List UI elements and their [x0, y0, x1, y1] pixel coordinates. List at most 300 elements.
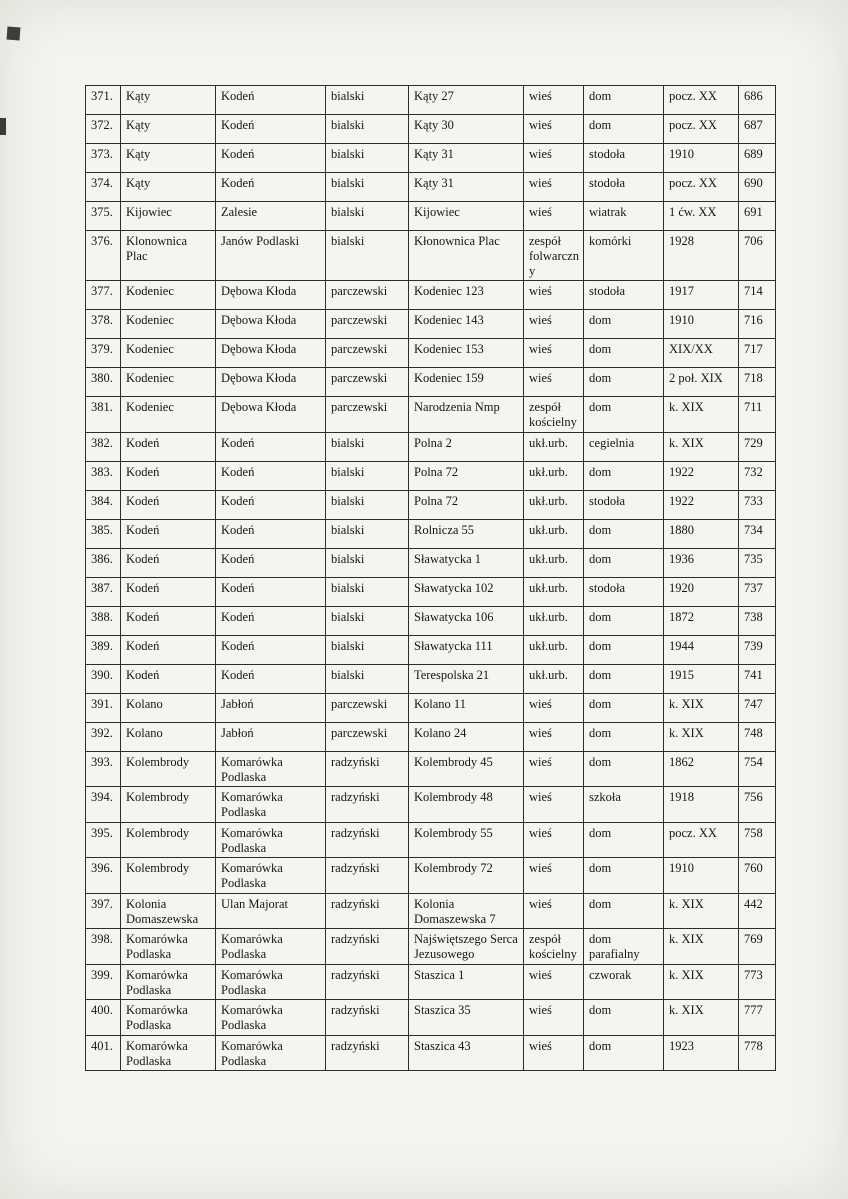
cell-address: Rolnicza 55: [409, 519, 524, 548]
cell-object-type: dom: [584, 722, 664, 751]
cell-number: 386.: [86, 548, 121, 577]
cell-locality: Kodeniec: [121, 281, 216, 310]
cell-address: Kąty 31: [409, 144, 524, 173]
cell-commune: Komarówka Podlaska: [216, 751, 326, 787]
cell-settlement-type: wieś: [524, 115, 584, 144]
cell-settlement-type: ukł.urb.: [524, 432, 584, 461]
cell-dating: 1944: [664, 635, 739, 664]
cell-locality: Kodeń: [121, 432, 216, 461]
cell-object-type: dom: [584, 693, 664, 722]
cell-record-id: 777: [739, 1000, 776, 1036]
cell-number: 399.: [86, 964, 121, 1000]
cell-commune: Komarówka Podlaska: [216, 1000, 326, 1036]
cell-record-id: 738: [739, 606, 776, 635]
cell-settlement-type: ukł.urb.: [524, 548, 584, 577]
cell-object-type: dom: [584, 635, 664, 664]
cell-address: Kijowiec: [409, 202, 524, 231]
cell-address: Kąty 30: [409, 115, 524, 144]
cell-object-type: dom: [584, 664, 664, 693]
table-row: [86, 1000, 776, 1036]
cell-commune: Komarówka Podlaska: [216, 964, 326, 1000]
cell-district: parczewski: [326, 397, 409, 433]
cell-record-id: 714: [739, 281, 776, 310]
cell-address: Kąty 27: [409, 86, 524, 115]
cell-settlement-type: wieś: [524, 173, 584, 202]
cell-address: Polna 2: [409, 432, 524, 461]
cell-settlement-type: wieś: [524, 893, 584, 929]
cell-district: bialski: [326, 461, 409, 490]
cell-locality: Kolembrody: [121, 751, 216, 787]
cell-number: 381.: [86, 397, 121, 433]
cell-district: parczewski: [326, 368, 409, 397]
table-row: [86, 397, 776, 433]
cell-district: parczewski: [326, 339, 409, 368]
cell-object-type: dom: [584, 397, 664, 433]
cell-settlement-type: zespół kościelny: [524, 929, 584, 965]
cell-locality: Kolembrody: [121, 787, 216, 823]
cell-district: radzyński: [326, 822, 409, 858]
cell-record-id: 686: [739, 86, 776, 115]
cell-locality: Klonownica Plac: [121, 231, 216, 281]
cell-settlement-type: wieś: [524, 202, 584, 231]
cell-settlement-type: wieś: [524, 339, 584, 368]
cell-address: Kodeniec 123: [409, 281, 524, 310]
cell-settlement-type: wieś: [524, 964, 584, 1000]
cell-record-id: 758: [739, 822, 776, 858]
cell-record-id: 778: [739, 1035, 776, 1071]
cell-object-type: dom: [584, 1000, 664, 1036]
cell-address: Sławatycka 111: [409, 635, 524, 664]
cell-commune: Kodeń: [216, 86, 326, 115]
cell-district: bialski: [326, 144, 409, 173]
cell-settlement-type: wieś: [524, 787, 584, 823]
cell-district: bialski: [326, 606, 409, 635]
cell-number: 391.: [86, 693, 121, 722]
cell-dating: 1910: [664, 310, 739, 339]
cell-object-type: dom: [584, 606, 664, 635]
cell-settlement-type: ukł.urb.: [524, 664, 584, 693]
cell-dating: k. XIX: [664, 893, 739, 929]
table-row: [86, 787, 776, 823]
table-row: [86, 822, 776, 858]
cell-address: Kolano 24: [409, 722, 524, 751]
cell-commune: Dębowa Kłoda: [216, 339, 326, 368]
cell-address: Kodeniec 153: [409, 339, 524, 368]
cell-dating: 1862: [664, 751, 739, 787]
cell-commune: Kodeń: [216, 115, 326, 144]
table-row: [86, 115, 776, 144]
cell-locality: Kodeń: [121, 548, 216, 577]
cell-settlement-type: wieś: [524, 281, 584, 310]
cell-object-type: dom: [584, 461, 664, 490]
cell-district: parczewski: [326, 693, 409, 722]
cell-record-id: 773: [739, 964, 776, 1000]
cell-number: 384.: [86, 490, 121, 519]
cell-district: bialski: [326, 86, 409, 115]
table-row: [86, 461, 776, 490]
cell-locality: Komarówka Podlaska: [121, 929, 216, 965]
cell-settlement-type: ukł.urb.: [524, 519, 584, 548]
cell-address: Kolembrody 55: [409, 822, 524, 858]
cell-locality: Kodeń: [121, 461, 216, 490]
table-row: [86, 664, 776, 693]
table-row: [86, 368, 776, 397]
cell-record-id: 735: [739, 548, 776, 577]
table-row: [86, 964, 776, 1000]
cell-record-id: 741: [739, 664, 776, 693]
cell-district: bialski: [326, 202, 409, 231]
cell-locality: Komarówka Podlaska: [121, 1035, 216, 1071]
table-row: [86, 490, 776, 519]
cell-commune: Janów Podlaski: [216, 231, 326, 281]
cell-number: 393.: [86, 751, 121, 787]
cell-locality: Kijowiec: [121, 202, 216, 231]
cell-number: 374.: [86, 173, 121, 202]
cell-record-id: 689: [739, 144, 776, 173]
cell-district: bialski: [326, 490, 409, 519]
cell-object-type: komórki: [584, 231, 664, 281]
cell-settlement-type: ukł.urb.: [524, 461, 584, 490]
cell-object-type: dom: [584, 86, 664, 115]
cell-address: Kolembrody 48: [409, 787, 524, 823]
cell-commune: Jabłoń: [216, 693, 326, 722]
cell-dating: k. XIX: [664, 964, 739, 1000]
cell-dating: 1910: [664, 144, 739, 173]
table-row: [86, 310, 776, 339]
cell-commune: Kodeń: [216, 144, 326, 173]
table-row: [86, 1035, 776, 1071]
cell-commune: Zalesie: [216, 202, 326, 231]
cell-dating: 1910: [664, 858, 739, 894]
cell-number: 400.: [86, 1000, 121, 1036]
table-row: [86, 231, 776, 281]
cell-locality: Kodeniec: [121, 397, 216, 433]
cell-settlement-type: wieś: [524, 310, 584, 339]
cell-record-id: 729: [739, 432, 776, 461]
cell-record-id: 706: [739, 231, 776, 281]
cell-object-type: dom: [584, 368, 664, 397]
cell-address: Narodzenia Nmp: [409, 397, 524, 433]
cell-address: Staszica 35: [409, 1000, 524, 1036]
cell-commune: Komarówka Podlaska: [216, 858, 326, 894]
cell-locality: Kolembrody: [121, 858, 216, 894]
cell-settlement-type: wieś: [524, 693, 584, 722]
cell-commune: Kodeń: [216, 519, 326, 548]
cell-district: bialski: [326, 519, 409, 548]
cell-dating: 1920: [664, 577, 739, 606]
cell-district: bialski: [326, 635, 409, 664]
cell-object-type: dom: [584, 519, 664, 548]
cell-address: Najświętszego Serca Jezusowego: [409, 929, 524, 965]
cell-record-id: 747: [739, 693, 776, 722]
cell-locality: Komarówka Podlaska: [121, 964, 216, 1000]
cell-object-type: dom: [584, 858, 664, 894]
cell-number: 382.: [86, 432, 121, 461]
cell-settlement-type: zespół folwarczny: [524, 231, 584, 281]
cell-number: 388.: [86, 606, 121, 635]
cell-dating: k. XIX: [664, 929, 739, 965]
cell-locality: Komarówka Podlaska: [121, 1000, 216, 1036]
table-row: [86, 929, 776, 965]
cell-number: 394.: [86, 787, 121, 823]
table-body: [86, 86, 776, 1071]
cell-record-id: 687: [739, 115, 776, 144]
cell-number: 389.: [86, 635, 121, 664]
cell-dating: k. XIX: [664, 397, 739, 433]
scan-artifact-edge-mark: [0, 118, 6, 135]
cell-record-id: 760: [739, 858, 776, 894]
cell-number: 379.: [86, 339, 121, 368]
cell-number: 376.: [86, 231, 121, 281]
cell-dating: 1928: [664, 231, 739, 281]
cell-commune: Kodeń: [216, 432, 326, 461]
cell-district: radzyński: [326, 858, 409, 894]
cell-district: radzyński: [326, 964, 409, 1000]
cell-dating: 1922: [664, 490, 739, 519]
cell-commune: Dębowa Kłoda: [216, 397, 326, 433]
cell-object-type: stodoła: [584, 577, 664, 606]
cell-district: bialski: [326, 577, 409, 606]
cell-locality: Kodeń: [121, 490, 216, 519]
cell-dating: 1872: [664, 606, 739, 635]
cell-address: Terespolska 21: [409, 664, 524, 693]
cell-dating: 2 poł. XIX: [664, 368, 739, 397]
cell-object-type: czworak: [584, 964, 664, 1000]
cell-settlement-type: wieś: [524, 86, 584, 115]
cell-number: 372.: [86, 115, 121, 144]
cell-district: parczewski: [326, 310, 409, 339]
cell-dating: 1918: [664, 787, 739, 823]
table-row: [86, 722, 776, 751]
cell-locality: Kodeniec: [121, 339, 216, 368]
cell-record-id: 734: [739, 519, 776, 548]
cell-dating: k. XIX: [664, 432, 739, 461]
cell-dating: pocz. XX: [664, 115, 739, 144]
table-row: [86, 432, 776, 461]
scan-artifact-mark: [7, 27, 21, 41]
cell-district: radzyński: [326, 751, 409, 787]
cell-locality: Kodeń: [121, 519, 216, 548]
cell-commune: Komarówka Podlaska: [216, 787, 326, 823]
cell-district: radzyński: [326, 893, 409, 929]
cell-district: bialski: [326, 115, 409, 144]
table-row: [86, 635, 776, 664]
cell-object-type: cegielnia: [584, 432, 664, 461]
cell-district: bialski: [326, 664, 409, 693]
cell-dating: k. XIX: [664, 693, 739, 722]
table-row: [86, 173, 776, 202]
table-row: [86, 693, 776, 722]
table-row: [86, 858, 776, 894]
table-row: [86, 577, 776, 606]
heritage-register-table: [85, 85, 776, 1071]
cell-record-id: 769: [739, 929, 776, 965]
cell-object-type: wiatrak: [584, 202, 664, 231]
cell-locality: Kolano: [121, 722, 216, 751]
cell-number: 371.: [86, 86, 121, 115]
cell-record-id: 739: [739, 635, 776, 664]
cell-district: bialski: [326, 548, 409, 577]
cell-settlement-type: zespół kościelny: [524, 397, 584, 433]
cell-number: 396.: [86, 858, 121, 894]
cell-district: bialski: [326, 432, 409, 461]
cell-locality: Kodeń: [121, 664, 216, 693]
cell-settlement-type: wieś: [524, 722, 584, 751]
cell-record-id: 711: [739, 397, 776, 433]
cell-settlement-type: wieś: [524, 822, 584, 858]
cell-address: Polna 72: [409, 490, 524, 519]
cell-commune: Dębowa Kłoda: [216, 368, 326, 397]
cell-dating: k. XIX: [664, 1000, 739, 1036]
table-row: [86, 144, 776, 173]
cell-object-type: dom: [584, 822, 664, 858]
cell-address: Sławatycka 1: [409, 548, 524, 577]
cell-object-type: dom: [584, 893, 664, 929]
cell-commune: Komarówka Podlaska: [216, 1035, 326, 1071]
cell-object-type: dom: [584, 339, 664, 368]
cell-record-id: 732: [739, 461, 776, 490]
cell-dating: pocz. XX: [664, 86, 739, 115]
cell-record-id: 754: [739, 751, 776, 787]
cell-address: Staszica 43: [409, 1035, 524, 1071]
cell-record-id: 718: [739, 368, 776, 397]
cell-object-type: szkoła: [584, 787, 664, 823]
cell-commune: Kodeń: [216, 173, 326, 202]
cell-object-type: dom: [584, 115, 664, 144]
cell-object-type: dom: [584, 310, 664, 339]
cell-dating: 1915: [664, 664, 739, 693]
cell-number: 378.: [86, 310, 121, 339]
cell-record-id: 690: [739, 173, 776, 202]
cell-record-id: 717: [739, 339, 776, 368]
cell-address: Kolembrody 72: [409, 858, 524, 894]
cell-record-id: 691: [739, 202, 776, 231]
cell-address: Kodeniec 159: [409, 368, 524, 397]
cell-number: 383.: [86, 461, 121, 490]
cell-record-id: 748: [739, 722, 776, 751]
cell-object-type: dom: [584, 1035, 664, 1071]
cell-dating: XIX/XX: [664, 339, 739, 368]
cell-dating: 1936: [664, 548, 739, 577]
cell-commune: Kodeń: [216, 664, 326, 693]
cell-dating: k. XIX: [664, 722, 739, 751]
table-row: [86, 519, 776, 548]
cell-district: bialski: [326, 231, 409, 281]
cell-settlement-type: wieś: [524, 144, 584, 173]
cell-address: Kolonia Domaszewska 7: [409, 893, 524, 929]
cell-dating: 1922: [664, 461, 739, 490]
cell-commune: Dębowa Kłoda: [216, 310, 326, 339]
cell-locality: Kolonia Domaszewska: [121, 893, 216, 929]
cell-commune: Dębowa Kłoda: [216, 281, 326, 310]
cell-dating: 1923: [664, 1035, 739, 1071]
cell-settlement-type: ukł.urb.: [524, 635, 584, 664]
table-row: [86, 202, 776, 231]
cell-number: 397.: [86, 893, 121, 929]
cell-record-id: 716: [739, 310, 776, 339]
cell-address: Kodeniec 143: [409, 310, 524, 339]
cell-commune: Kodeń: [216, 461, 326, 490]
cell-district: bialski: [326, 173, 409, 202]
cell-record-id: 737: [739, 577, 776, 606]
cell-address: Kolano 11: [409, 693, 524, 722]
cell-settlement-type: wieś: [524, 751, 584, 787]
cell-district: parczewski: [326, 722, 409, 751]
cell-address: Kłonownica Plac: [409, 231, 524, 281]
cell-locality: Kodeniec: [121, 368, 216, 397]
cell-commune: Komarówka Podlaska: [216, 929, 326, 965]
cell-locality: Kodeń: [121, 635, 216, 664]
table-row: [86, 281, 776, 310]
cell-number: 373.: [86, 144, 121, 173]
cell-locality: Kodeń: [121, 606, 216, 635]
cell-object-type: dom: [584, 751, 664, 787]
cell-settlement-type: wieś: [524, 368, 584, 397]
cell-commune: Kodeń: [216, 577, 326, 606]
cell-settlement-type: wieś: [524, 858, 584, 894]
cell-object-type: dom parafialny: [584, 929, 664, 965]
table-row: [86, 893, 776, 929]
cell-settlement-type: wieś: [524, 1035, 584, 1071]
table-row: [86, 339, 776, 368]
cell-object-type: stodoła: [584, 281, 664, 310]
cell-record-id: 756: [739, 787, 776, 823]
cell-locality: Kodeń: [121, 577, 216, 606]
cell-locality: Kolano: [121, 693, 216, 722]
cell-locality: Kąty: [121, 86, 216, 115]
cell-locality: Kodeniec: [121, 310, 216, 339]
cell-district: parczewski: [326, 281, 409, 310]
cell-object-type: stodoła: [584, 144, 664, 173]
cell-locality: Kąty: [121, 115, 216, 144]
cell-address: Staszica 1: [409, 964, 524, 1000]
cell-locality: Kąty: [121, 144, 216, 173]
table-row: [86, 86, 776, 115]
cell-number: 385.: [86, 519, 121, 548]
cell-number: 377.: [86, 281, 121, 310]
cell-district: radzyński: [326, 1035, 409, 1071]
cell-locality: Kolembrody: [121, 822, 216, 858]
table-row: [86, 606, 776, 635]
cell-commune: Kodeń: [216, 606, 326, 635]
cell-dating: pocz. XX: [664, 173, 739, 202]
cell-number: 387.: [86, 577, 121, 606]
cell-number: 401.: [86, 1035, 121, 1071]
cell-dating: 1 ćw. XX: [664, 202, 739, 231]
cell-dating: pocz. XX: [664, 822, 739, 858]
table-row: [86, 751, 776, 787]
cell-commune: Komarówka Podlaska: [216, 822, 326, 858]
cell-object-type: stodoła: [584, 490, 664, 519]
cell-number: 375.: [86, 202, 121, 231]
cell-commune: Jabłoń: [216, 722, 326, 751]
cell-record-id: 733: [739, 490, 776, 519]
cell-object-type: dom: [584, 548, 664, 577]
cell-district: radzyński: [326, 787, 409, 823]
cell-settlement-type: ukł.urb.: [524, 577, 584, 606]
cell-dating: 1880: [664, 519, 739, 548]
cell-record-id: 442: [739, 893, 776, 929]
cell-commune: Ulan Majorat: [216, 893, 326, 929]
cell-address: Sławatycka 102: [409, 577, 524, 606]
cell-number: 392.: [86, 722, 121, 751]
cell-object-type: stodoła: [584, 173, 664, 202]
cell-address: Kąty 31: [409, 173, 524, 202]
cell-commune: Kodeń: [216, 548, 326, 577]
cell-district: radzyński: [326, 1000, 409, 1036]
cell-dating: 1917: [664, 281, 739, 310]
cell-settlement-type: ukł.urb.: [524, 606, 584, 635]
